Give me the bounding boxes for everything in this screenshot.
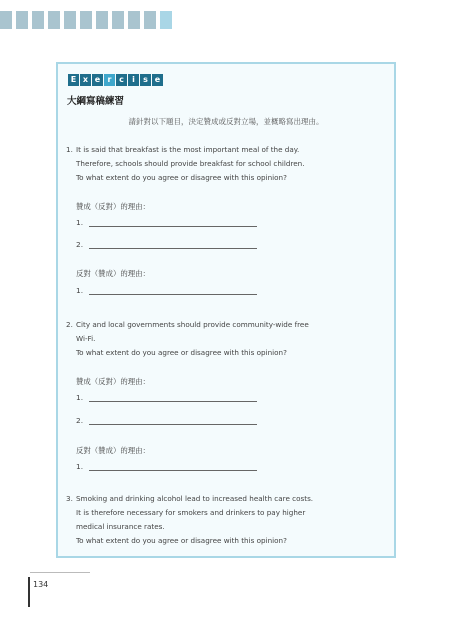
strip-square <box>112 11 124 29</box>
reason-blank[interactable]: 1. <box>76 462 257 471</box>
question-line: It is therefore necessary for smokers and drinkers to pay higher <box>76 508 306 517</box>
tag-letter: r <box>104 74 115 86</box>
question-3 <box>66 492 386 548</box>
tag-letter: s <box>140 74 151 86</box>
strip-square <box>96 11 108 29</box>
reason-label: 贊成（反對）的理由： <box>76 377 150 386</box>
strip-square <box>160 11 172 29</box>
question-number: 3. <box>66 494 73 503</box>
page-number-bar <box>28 577 30 607</box>
strip-square <box>64 11 76 29</box>
strip-square <box>16 11 28 29</box>
answer-line[interactable] <box>89 462 257 471</box>
answer-line[interactable] <box>89 286 257 295</box>
reason-label: 反對（贊成）的理由： <box>76 269 150 278</box>
reason-blank[interactable]: 1. <box>76 218 257 227</box>
question-line: To what extent do you agree or disagree with this opinion? <box>76 173 287 182</box>
strip-square <box>128 11 140 29</box>
strip-square <box>0 11 12 29</box>
tag-letter: x <box>80 74 91 86</box>
reason-blank[interactable]: 2. <box>76 240 257 249</box>
tag-letter: e <box>92 74 103 86</box>
answer-line[interactable] <box>89 240 257 249</box>
strip-square <box>80 11 92 29</box>
exercise-title: 大綱寫稿練習 <box>67 96 125 107</box>
header-color-strip <box>0 9 190 31</box>
tag-letter: E <box>68 74 79 86</box>
answer-line[interactable] <box>89 416 257 425</box>
reason-blank[interactable]: 1. <box>76 393 257 402</box>
tag-letter: i <box>128 74 139 86</box>
tag-letter: c <box>116 74 127 86</box>
question-number: 2. <box>66 320 73 329</box>
strip-square <box>32 11 44 29</box>
exercise-instruction: 請針對以下題目，決定贊成或反對立場，並概略寫出理由。 <box>128 117 324 126</box>
reason-label: 贊成（反對）的理由： <box>76 202 150 211</box>
exercise-tag <box>68 74 164 86</box>
question-line: medical insurance rates. <box>76 522 165 531</box>
question-line: To what extent do you agree or disagree with this opinion? <box>76 348 287 357</box>
strip-square <box>48 11 60 29</box>
page-number: 134 <box>33 580 49 589</box>
question-2 <box>66 318 386 360</box>
exercise-panel <box>56 62 396 558</box>
question-number: 1. <box>66 145 73 154</box>
question-1 <box>66 143 386 185</box>
question-line: Wi-Fi. <box>76 334 96 343</box>
answer-line[interactable] <box>89 218 257 227</box>
question-line: To what extent do you agree or disagree with this opinion? <box>76 536 287 545</box>
question-line: Therefore, schools should provide breakfast for school children. <box>76 159 305 168</box>
reason-blank[interactable]: 2. <box>76 416 257 425</box>
question-line: 2. City and local governments should provide community-wide free <box>66 318 386 332</box>
reason-blank[interactable]: 1. <box>76 286 257 295</box>
strip-square <box>144 11 156 29</box>
answer-line[interactable] <box>89 393 257 402</box>
question-line: 3. Smoking and drinking alcohol lead to increased health care costs. <box>66 492 386 506</box>
footer-rule <box>30 572 90 573</box>
question-line: 1. It is said that breakfast is the most important meal of the day. <box>66 143 386 157</box>
tag-letter: e <box>152 74 163 86</box>
reason-label: 反對（贊成）的理由： <box>76 446 150 455</box>
